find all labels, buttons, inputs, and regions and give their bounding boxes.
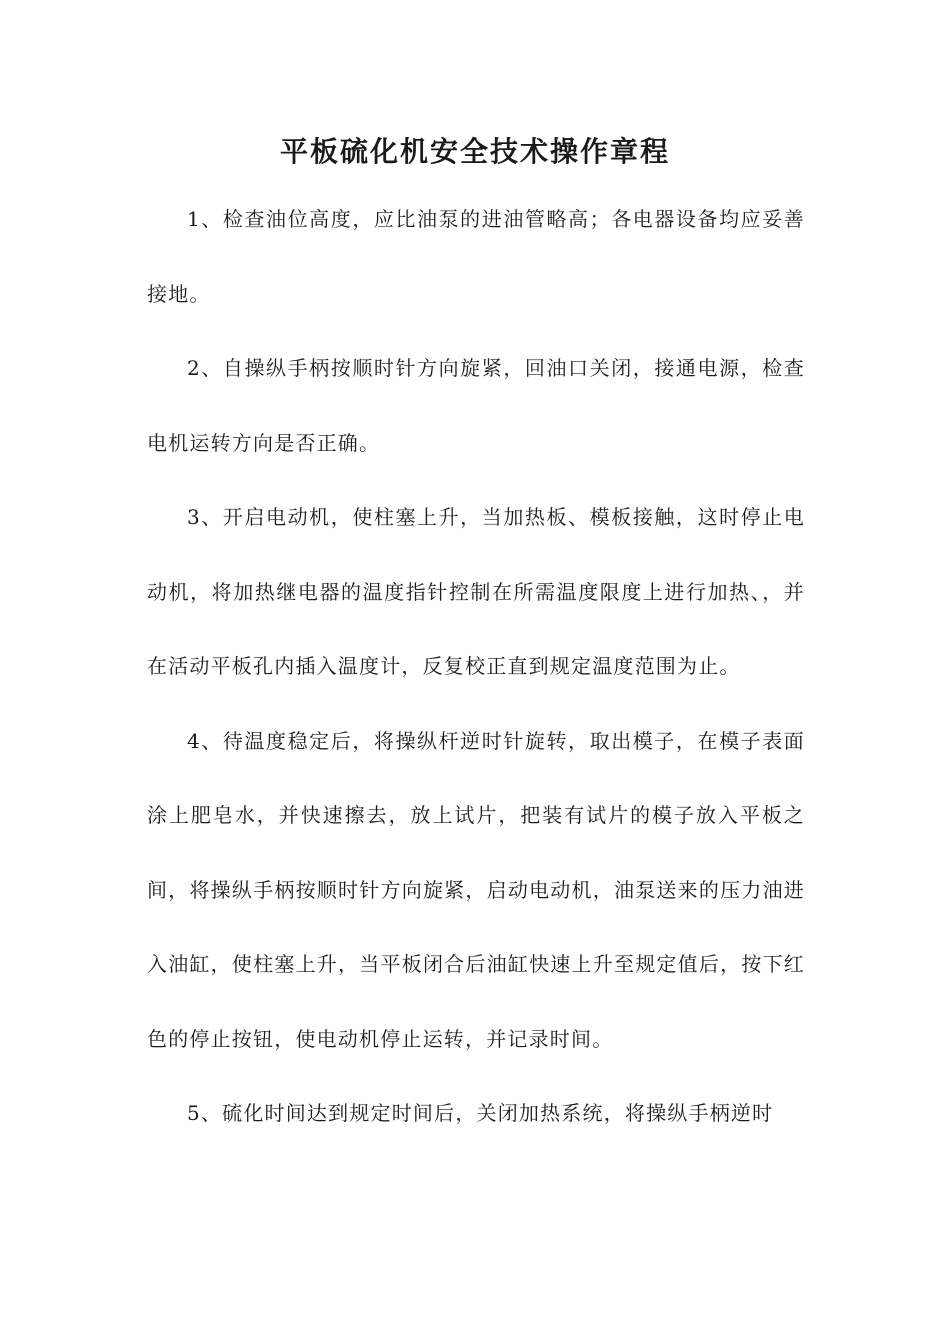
paragraph-2: 2、自操纵手柄按顺时针方向旋紧，回油口关闭，接通电源，检查电机运转方向是否正确。: [147, 356, 805, 455]
paragraph-3: 3、开启电动机，使柱塞上升，当加热板、模板接触，这时停止电动机，将加热继电器的温度指针控制在所需温度限度上进行加热、，并在活动平板孔内插入温度计，反复校正直到规定温度范围为止。: [147, 505, 805, 678]
paragraph-1: 1、检查油位高度，应比油泵的进油管略高；各电器设备均应妥善接地。: [147, 207, 805, 306]
document-body: [147, 182, 805, 1151]
paragraph-4: 4、待温度稳定后，将操纵杆逆时针旋转，取出模子，在模子表面涂上肥皂水，并快速擦去，放上试片，把装有试片的模子放入平板之间，将操纵手柄按顺时针方向旋紧，启动电动机，油泵送来的压力油进入油缸，使柱塞上升，当平板闭合后油缸快速上升至规定值后，按下红色的停止按钮，使电动机停止运转，并记录时间。: [147, 728, 805, 1051]
document-title: 平板硫化机安全技术操作章程: [279, 135, 670, 168]
paragraph-5: 5、硫化时间达到规定时间后，关闭加热系统，将操纵手柄逆时: [187, 1101, 774, 1125]
